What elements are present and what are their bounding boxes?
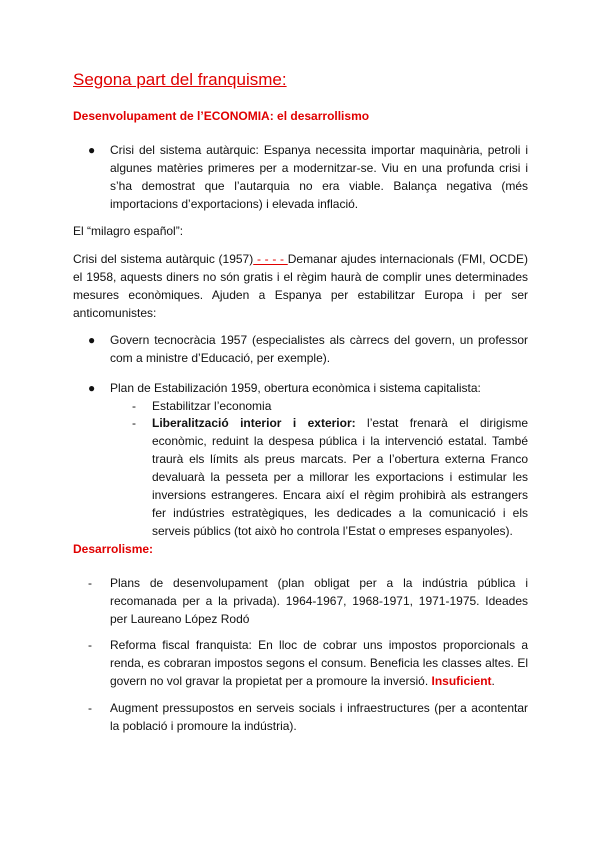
desarrollismo-item-3 — [88, 699, 528, 735]
liberalitzacio-bold: Liberalització interior i exterior: — [152, 416, 356, 430]
page-title: Segona part del franquisme: — [73, 70, 287, 89]
dash-marker: - — [88, 576, 92, 590]
plan-sub-item-1-text: Estabilitzar l’economia — [152, 399, 272, 413]
milagro-lead: Crisi del sistema autàrquic (1957) — [73, 252, 254, 266]
desarrollismo-item-2 — [88, 636, 528, 690]
dash-marker: - — [132, 416, 136, 430]
insuficient-highlight: Insuficient — [431, 674, 492, 688]
plan-sub-item-2 — [132, 414, 528, 540]
dash-marker: - — [88, 701, 92, 715]
desarrollismo-heading: Desarrolisme: — [73, 542, 154, 556]
milagro-rest: Demanar ajudes internacionals (FMI, OCDE) el 1958, aquests diners no són gratis i el règim haurà de complir unes determinades mesures econòmiques. Ajuden a Espanya per estabilitzar Europa i per ser anticomunistes: — [73, 252, 528, 320]
plan-bullet-text: Plan de Estabilización 1959, obertura econòmica i sistema capitalista: — [110, 381, 481, 395]
milagro-paragraph — [73, 250, 528, 322]
milagro-label: El “milagro español”: — [73, 224, 184, 238]
crisis-bullet — [88, 141, 528, 213]
plan-bullet — [88, 379, 528, 397]
dash-marker: - — [88, 638, 92, 652]
bullet-marker: ● — [88, 143, 96, 157]
bullet-marker: ● — [88, 333, 96, 347]
govern-bullet-text: Govern tecnocràcia 1957 (especialistes als càrrecs del govern, un professor com a ministre d’Educació, per exemple). — [110, 333, 528, 365]
dash-marker: - — [132, 399, 136, 413]
desarrollismo-item-2-text — [110, 636, 528, 690]
reforma-text: Reforma fiscal franquista: En lloc de cobrar uns impostos proporcionals a renda, es cobraran impostos segons el consum. Beneficia les classes altes. El govern no vol gravar la propietat per a promoure la inversió. — [110, 638, 528, 688]
plan-sub-item-1 — [132, 397, 528, 415]
govern-bullet — [88, 331, 528, 367]
desarrollismo-item-3-text: Augment pressupostos en serveis socials i infraestructures (per a acontentar la població i promoure la indústria). — [110, 701, 528, 733]
reforma-end: . — [491, 674, 495, 688]
desarrollismo-item-1-text: Plans de desenvolupament (plan obligat per a la indústria pública i recomanada per a la privada). 1964-1967, 1968-1971, 1971-1975. Ideades per Laureano López Rodó — [110, 576, 528, 626]
liberalitzacio-text: l’estat frenarà el dirigisme econòmic, reduint la despesa pública i la intervenció estatal. També traurà els límits als preus marcats. Per a l’obertura externa Franco devaluarà la pesseta per a millorar les exportacions i estimular les inversions estrangeres. Encara així el règim prohibirà als estrangers fer indústries estratègiques, les dedicades a la comunicació i els serveis públics (tot això ho controla l’Estat o empreses espanyoles). — [152, 416, 528, 538]
milagro-dashes: - - - - — [253, 252, 288, 266]
bullet-marker: ● — [88, 381, 96, 395]
economy-heading: Desenvolupament de l’ECONOMIA: el desarrollismo — [73, 109, 370, 123]
plan-sub-item-2-text — [152, 414, 528, 540]
desarrollismo-item-1 — [88, 574, 528, 628]
crisis-bullet-text: Crisi del sistema autàrquic: Espanya necessita importar maquinària, petroli i algunes matèries primeres per a modernitzar-se. Viu en una profunda crisi i s’ha demostrat que l’autarquia no era viable. Balança negativa (més importacions d’exportacions) i elevada inflació. — [110, 143, 528, 211]
